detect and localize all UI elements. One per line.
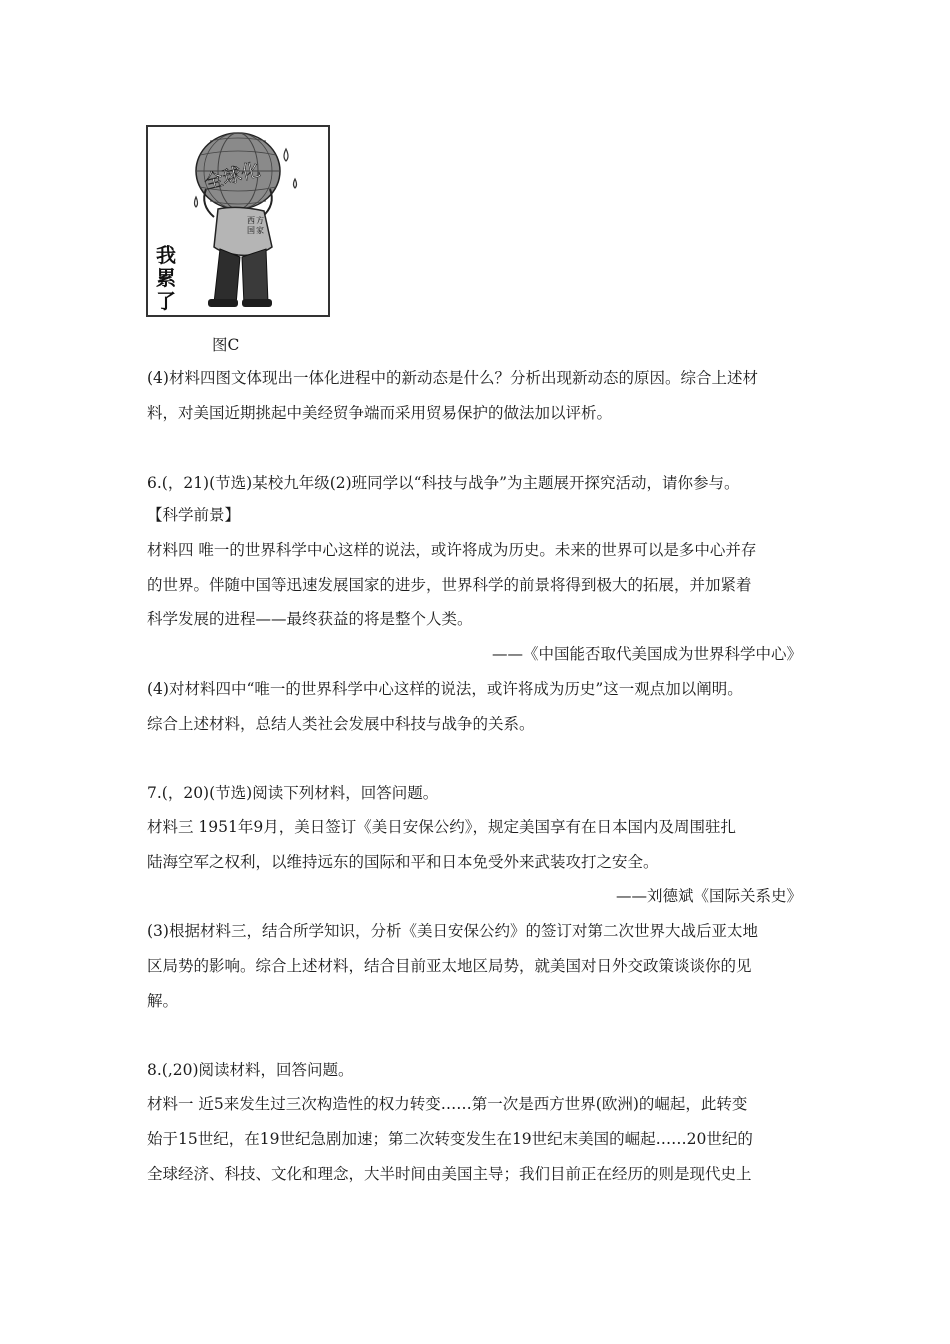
text-line: 全球经济、科技、文化和理念，大半时间由美国主导；我们目前正在经历的则是现代史上 xyxy=(147,1165,752,1183)
cartoon-illustration xyxy=(148,127,328,315)
cartoon-figure xyxy=(146,125,330,317)
body-label-3: 国 xyxy=(247,226,255,235)
source-citation: ——刘德斌《国际关系史》 xyxy=(615,887,802,905)
side-label-2: 累 xyxy=(156,266,176,290)
text-line: 区局势的影响。综合上述材料，结合目前亚太地区局势，就美国对日外交政策谈谈你的见 xyxy=(147,957,752,975)
question-8-heading: 8.(,20)阅读材料，回答问题。 xyxy=(147,1061,354,1079)
section-heading: 【科学前景】 xyxy=(147,506,241,524)
text-line: 综合上述材料，总结人类社会发展中科技与战争的关系。 xyxy=(147,715,535,733)
globe-label: 全球化 xyxy=(201,158,263,194)
source-citation: ——《中国能否取代美国成为世界科学中心》 xyxy=(491,645,802,663)
text-line: 解。 xyxy=(147,992,179,1010)
text-line: (3)根据材料三，结合所学知识，分析《美日安保公约》的签订对第二次世界大战后亚太地 xyxy=(147,922,758,940)
text-line: 科学发展的进程——最终获益的将是整个人类。 xyxy=(147,610,473,628)
side-label-3: 了 xyxy=(156,289,176,313)
body-label-2: 方 xyxy=(256,216,264,225)
body-label-1: 西 xyxy=(247,216,255,225)
text-line: 始于15世纪，在19世纪急剧加速；第二次转变发生在19世纪末美国的崛起……20世纪的 xyxy=(147,1130,753,1148)
text-line: 材料一 近5来发生过三次构造性的权力转变……第一次是西方世界(欧洲)的崛起，此转变 xyxy=(147,1095,748,1113)
body-label-4: 家 xyxy=(256,226,264,235)
figure-caption: 图C xyxy=(212,336,240,354)
text-line: 的世界。伴随中国等迅速发展国家的进步，世界科学的前景将得到极大的拓展，并加紧着 xyxy=(147,576,752,594)
question-7-heading: 7.(，20)(节选)阅读下列材料，回答问题。 xyxy=(147,784,439,802)
text-line: (4)材料四图文体现出一体化进程中的新动态是什么？分析出现新动态的原因。综合上述材 xyxy=(147,369,758,387)
side-label-1: 我 xyxy=(156,243,176,267)
text-line: 材料四 唯一的世界科学中心这样的说法，或许将成为历史。未来的世界可以是多中心并存 xyxy=(147,541,757,559)
question-6-heading: 6.(，21)(节选)某校九年级(2)班同学以“科技与战争”为主题展开探究活动，请你参与。 xyxy=(147,474,740,492)
text-line: 材料三 1951年9月，美日签订《美日安保公约》，规定美国享有在日本国内及周围驻扎 xyxy=(147,818,736,836)
text-line: 陆海空军之权利，以维持远东的国际和平和日本免受外来武装攻打之安全。 xyxy=(147,853,659,871)
text-line: (4)对材料四中“唯一的世界科学中心这样的说法，或许将成为历史”这一观点加以阐明。 xyxy=(147,680,743,698)
text-line: 料，对美国近期挑起中美经贸争端而采用贸易保护的做法加以评析。 xyxy=(147,404,613,422)
